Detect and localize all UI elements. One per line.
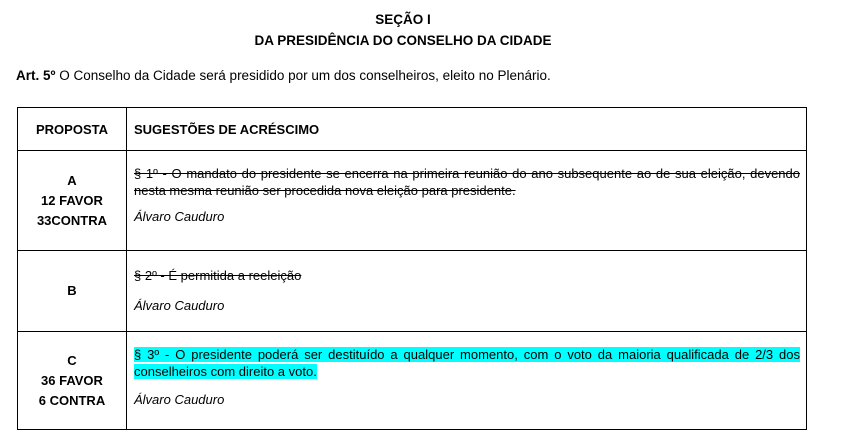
article-text: O Conselho da Cidade será presidido por um dos conselheiros, eleito no Plenário. [55,68,551,83]
section-subtitle: DA PRESIDÊNCIA DO CONSELHO DA CIDADE [254,33,552,48]
proposal-letter: A [67,172,77,188]
votes-favor: 36 FAVOR [41,372,103,388]
suggestion-cell [127,332,807,430]
suggestion-author: Álvaro Cauduro [134,392,225,407]
proposal-letter: B [67,283,77,298]
suggestion-author: Álvaro Cauduro [134,298,225,313]
table-row [18,332,807,430]
suggestion-cell [127,251,807,332]
article-label: Art. 5º [16,68,56,83]
section-title: SEÇÃO I [375,12,431,27]
suggestion-author: Álvaro Cauduro [134,209,225,224]
proposal-letter: C [67,352,77,368]
votes-against: 6 CONTRA [38,392,106,408]
table-row [18,151,807,251]
suggestion-text: § 2º - É permitida a reeleição [134,268,302,283]
table-row [18,251,807,332]
table-header-row [18,108,807,151]
votes-favor: 12 FAVOR [41,192,103,208]
suggestion-text: § 1º - O mandato do presidente se encerra na primeira reunião do ano subsequente ao de sua eleição, devendo nesta mesma reunião ser procedida nova eleição para presidente. [134,166,800,198]
suggestion-cell [127,151,807,251]
votes-against: 33CONTRA [36,212,108,228]
header-suggestions: SUGESTÕES DE ACRÉSCIMO [127,108,807,151]
highlighted-text: § 3º - O presidente poderá ser destituído a qualquer momento, com o voto da maioria qualificada de 2/3 dos conselheiros com direito a voto. [134,347,800,379]
suggestion-text [134,346,800,380]
proposal-cell [18,251,127,332]
header-proposal: PROPOSTA [18,108,127,151]
proposals-table [17,107,807,430]
proposal-cell [18,332,127,430]
proposal-cell [18,151,127,251]
article-paragraph [16,68,551,83]
